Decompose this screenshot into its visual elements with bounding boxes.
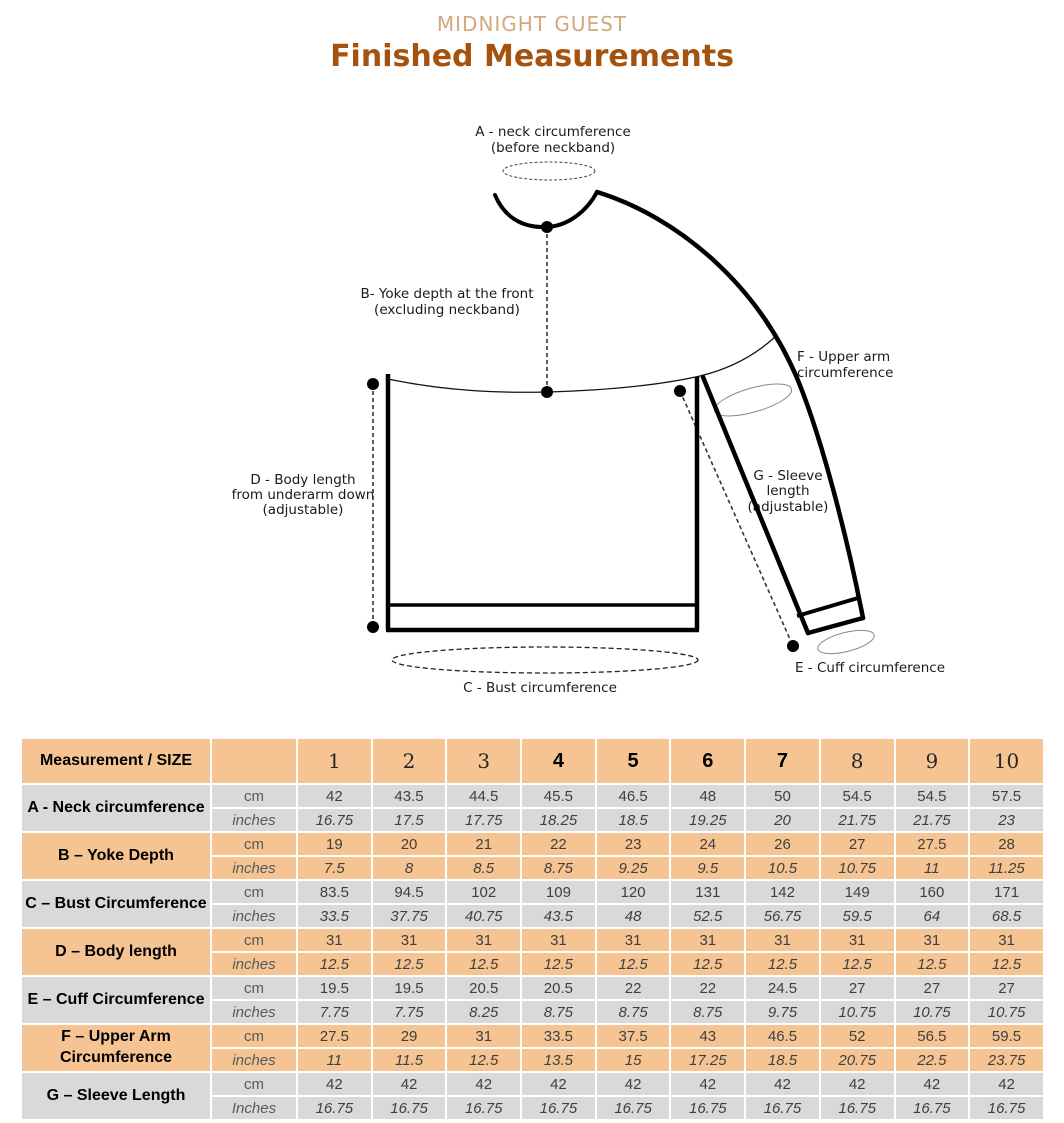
- value-cell: 29: [372, 1024, 447, 1048]
- value-cell: 42: [820, 1072, 895, 1096]
- upperarm-label-2: circumference: [797, 365, 894, 381]
- value-cell: 43: [670, 1024, 745, 1048]
- size-col-header: 10: [969, 738, 1044, 784]
- value-cell: 42: [297, 1072, 372, 1096]
- value-cell: 11.25: [969, 856, 1044, 880]
- corner-header-cell: Measurement / SIZE: [21, 738, 211, 784]
- value-cell: 160: [895, 880, 970, 904]
- value-cell: 13.5: [521, 1048, 596, 1072]
- measure-dot: [787, 640, 799, 652]
- neck-label-2: (before neckband): [490, 140, 616, 156]
- measure-dot: [367, 621, 379, 633]
- size-col-header: 4: [521, 738, 596, 784]
- value-cell: 42: [297, 784, 372, 808]
- cuff-label: E - Cuff circumference: [794, 660, 946, 676]
- measurement-label: G – Sleeve Length: [21, 1072, 211, 1120]
- pattern-name: MIDNIGHT GUEST: [436, 12, 628, 36]
- value-cell: 19.5: [372, 976, 447, 1000]
- cuff-band-line: [797, 598, 858, 616]
- value-cell: 24: [670, 832, 745, 856]
- value-cell: 94.5: [372, 880, 447, 904]
- upperarm-label: F - Upper arm: [797, 349, 891, 365]
- measure-dot: [541, 386, 553, 398]
- measurement-label: B – Yoke Depth: [21, 832, 211, 880]
- value-cell: 17.75: [446, 808, 521, 832]
- measure-dot: [367, 378, 379, 390]
- measurement-row-cm: [21, 976, 1044, 1000]
- value-cell: 21.75: [820, 808, 895, 832]
- unit-label-cm: cm: [211, 880, 297, 904]
- value-cell: 42: [372, 1072, 447, 1096]
- value-cell: 16.75: [820, 1096, 895, 1120]
- measurement-row-cm: [21, 1024, 1044, 1048]
- value-cell: 37.5: [596, 1024, 671, 1048]
- neck-circumference-ellipse: [503, 162, 595, 180]
- unit-label-cm: cm: [211, 784, 297, 808]
- measure-dot: [674, 385, 686, 397]
- value-cell: 22.5: [895, 1048, 970, 1072]
- measurement-label: E – Cuff Circumference: [21, 976, 211, 1024]
- unit-label-inches: Inches: [211, 1096, 297, 1120]
- value-cell: 171: [969, 880, 1044, 904]
- value-cell: 10.75: [820, 1000, 895, 1024]
- value-cell: 22: [521, 832, 596, 856]
- unit-label-inches: inches: [211, 952, 297, 976]
- value-cell: 17.5: [372, 808, 447, 832]
- value-cell: 16.75: [596, 1096, 671, 1120]
- value-cell: 27.5: [297, 1024, 372, 1048]
- bust-circumference-ellipse: [392, 647, 698, 673]
- value-cell: 19: [297, 832, 372, 856]
- value-cell: 28: [969, 832, 1044, 856]
- value-cell: 31: [895, 928, 970, 952]
- value-cell: 31: [969, 928, 1044, 952]
- value-cell: 26: [745, 832, 820, 856]
- value-cell: 45.5: [521, 784, 596, 808]
- value-cell: 8.75: [596, 1000, 671, 1024]
- unit-label-inches: inches: [211, 1000, 297, 1024]
- unit-header-cell: [211, 738, 297, 784]
- size-header-row: [21, 738, 1044, 784]
- value-cell: 12.5: [820, 952, 895, 976]
- unit-label-cm: cm: [211, 976, 297, 1000]
- value-cell: 40.75: [446, 904, 521, 928]
- value-cell: 31: [446, 1024, 521, 1048]
- value-cell: 20: [745, 808, 820, 832]
- value-cell: 12.5: [670, 952, 745, 976]
- value-cell: 56.75: [745, 904, 820, 928]
- size-col-header: 7: [745, 738, 820, 784]
- value-cell: 31: [820, 928, 895, 952]
- value-cell: 23.75: [969, 1048, 1044, 1072]
- sleeve-length-label-3: (adjustable): [747, 499, 829, 515]
- value-cell: 59.5: [969, 1024, 1044, 1048]
- value-cell: 42: [446, 1072, 521, 1096]
- unit-label-inches: inches: [211, 808, 297, 832]
- value-cell: 16.75: [745, 1096, 820, 1120]
- value-cell: 8.25: [446, 1000, 521, 1024]
- value-cell: 12.5: [297, 952, 372, 976]
- value-cell: 52: [820, 1024, 895, 1048]
- value-cell: 102: [446, 880, 521, 904]
- value-cell: 33.5: [521, 1024, 596, 1048]
- value-cell: 12.5: [446, 952, 521, 976]
- value-cell: 12.5: [969, 952, 1044, 976]
- body-length-label-3: (adjustable): [262, 502, 344, 518]
- value-cell: 33.5: [297, 904, 372, 928]
- value-cell: 142: [745, 880, 820, 904]
- value-cell: 131: [670, 880, 745, 904]
- value-cell: 16.75: [372, 1096, 447, 1120]
- unit-label-cm: cm: [211, 1024, 297, 1048]
- value-cell: 46.5: [596, 784, 671, 808]
- measurements-table: [20, 737, 1045, 1121]
- value-cell: 59.5: [820, 904, 895, 928]
- value-cell: 20.5: [446, 976, 521, 1000]
- value-cell: 18.5: [596, 808, 671, 832]
- value-cell: 9.5: [670, 856, 745, 880]
- value-cell: 21.75: [895, 808, 970, 832]
- value-cell: 10.75: [820, 856, 895, 880]
- upperarm-circumference-ellipse: [711, 377, 795, 422]
- yoke-label-2: (excluding neckband): [374, 302, 520, 318]
- measurements-table-body: [21, 738, 1044, 1120]
- value-cell: 17.25: [670, 1048, 745, 1072]
- value-cell: 27: [969, 976, 1044, 1000]
- sleeve-outer-edge: [597, 192, 863, 618]
- value-cell: 11.5: [372, 1048, 447, 1072]
- value-cell: 8.5: [446, 856, 521, 880]
- value-cell: 8.75: [521, 1000, 596, 1024]
- value-cell: 42: [596, 1072, 671, 1096]
- value-cell: 12.5: [895, 952, 970, 976]
- value-cell: 16.75: [670, 1096, 745, 1120]
- value-cell: 109: [521, 880, 596, 904]
- value-cell: 12.5: [372, 952, 447, 976]
- value-cell: 54.5: [820, 784, 895, 808]
- value-cell: 20.5: [521, 976, 596, 1000]
- value-cell: 31: [745, 928, 820, 952]
- measurement-label: C – Bust Circumference: [21, 880, 211, 928]
- sleeve-length-label: G - Sleeve: [753, 468, 823, 484]
- value-cell: 16.75: [895, 1096, 970, 1120]
- value-cell: 52.5: [670, 904, 745, 928]
- value-cell: 24.5: [745, 976, 820, 1000]
- value-cell: 42: [969, 1072, 1044, 1096]
- value-cell: 31: [372, 928, 447, 952]
- value-cell: 12.5: [446, 1048, 521, 1072]
- value-cell: 27: [820, 832, 895, 856]
- value-cell: 16.75: [521, 1096, 596, 1120]
- value-cell: 64: [895, 904, 970, 928]
- measurement-label: A - Neck circumference: [21, 784, 211, 832]
- size-col-header: 6: [670, 738, 745, 784]
- value-cell: 23: [969, 808, 1044, 832]
- unit-label-inches: inches: [211, 856, 297, 880]
- measurement-row-cm: [21, 1072, 1044, 1096]
- value-cell: 11: [297, 1048, 372, 1072]
- value-cell: 15: [596, 1048, 671, 1072]
- sweater-schematic: [0, 90, 1064, 735]
- value-cell: 10.75: [969, 1000, 1044, 1024]
- size-col-header: 9: [895, 738, 970, 784]
- value-cell: 42: [895, 1072, 970, 1096]
- neck-label: A - neck circumference: [475, 124, 631, 140]
- value-cell: 22: [670, 976, 745, 1000]
- value-cell: 42: [745, 1072, 820, 1096]
- value-cell: 19.25: [670, 808, 745, 832]
- value-cell: 12.5: [521, 952, 596, 976]
- value-cell: 27: [895, 976, 970, 1000]
- value-cell: 43.5: [372, 784, 447, 808]
- value-cell: 22: [596, 976, 671, 1000]
- unit-label-cm: cm: [211, 1072, 297, 1096]
- value-cell: 20.75: [820, 1048, 895, 1072]
- value-cell: 18.5: [745, 1048, 820, 1072]
- measurement-label: D – Body length: [21, 928, 211, 976]
- value-cell: 48: [670, 784, 745, 808]
- yoke-bottom-curve: [388, 336, 776, 392]
- value-cell: 43.5: [521, 904, 596, 928]
- measure-dot: [541, 221, 553, 233]
- value-cell: 23: [596, 832, 671, 856]
- value-cell: 50: [745, 784, 820, 808]
- value-cell: 48: [596, 904, 671, 928]
- value-cell: 16.75: [297, 1096, 372, 1120]
- value-cell: 31: [596, 928, 671, 952]
- value-cell: 16.75: [446, 1096, 521, 1120]
- value-cell: 7.5: [297, 856, 372, 880]
- unit-label-cm: cm: [211, 832, 297, 856]
- measurement-row-cm: [21, 832, 1044, 856]
- value-cell: 83.5: [297, 880, 372, 904]
- value-cell: 31: [297, 928, 372, 952]
- value-cell: 18.25: [521, 808, 596, 832]
- value-cell: 16.75: [969, 1096, 1044, 1120]
- value-cell: 16.75: [297, 808, 372, 832]
- value-cell: 27: [820, 976, 895, 1000]
- value-cell: 42: [670, 1072, 745, 1096]
- size-col-header: 5: [596, 738, 671, 784]
- size-col-header: 3: [446, 738, 521, 784]
- bust-label: C - Bust circumference: [463, 680, 617, 696]
- value-cell: 8.75: [670, 1000, 745, 1024]
- size-col-header: 8: [820, 738, 895, 784]
- value-cell: 7.75: [297, 1000, 372, 1024]
- measurement-row-cm: [21, 928, 1044, 952]
- measurement-row-cm: [21, 784, 1044, 808]
- page-header: [0, 12, 1064, 74]
- measurement-label: F – Upper Arm Circumference: [21, 1024, 211, 1072]
- value-cell: 149: [820, 880, 895, 904]
- value-cell: 31: [670, 928, 745, 952]
- value-cell: 9.75: [745, 1000, 820, 1024]
- value-cell: 37.75: [372, 904, 447, 928]
- value-cell: 46.5: [745, 1024, 820, 1048]
- unit-label-cm: cm: [211, 928, 297, 952]
- value-cell: 27.5: [895, 832, 970, 856]
- value-cell: 21: [446, 832, 521, 856]
- value-cell: 12.5: [596, 952, 671, 976]
- value-cell: 10.5: [745, 856, 820, 880]
- value-cell: 57.5: [969, 784, 1044, 808]
- value-cell: 11: [895, 856, 970, 880]
- value-cell: 44.5: [446, 784, 521, 808]
- value-cell: 9.25: [596, 856, 671, 880]
- size-col-header: 2: [372, 738, 447, 784]
- value-cell: 8: [372, 856, 447, 880]
- value-cell: 120: [596, 880, 671, 904]
- yoke-label: B- Yoke depth at the front: [360, 286, 534, 302]
- unit-label-inches: inches: [211, 904, 297, 928]
- page-title: Finished Measurements: [330, 39, 734, 74]
- value-cell: 31: [521, 928, 596, 952]
- sleeve-length-label-2: length: [766, 483, 810, 499]
- value-cell: 56.5: [895, 1024, 970, 1048]
- value-cell: 19.5: [297, 976, 372, 1000]
- size-col-header: 1: [297, 738, 372, 784]
- value-cell: 68.5: [969, 904, 1044, 928]
- value-cell: 42: [521, 1072, 596, 1096]
- value-cell: 10.75: [895, 1000, 970, 1024]
- body-length-label-2: from underarm down: [231, 487, 375, 503]
- measurement-row-cm: [21, 880, 1044, 904]
- value-cell: 12.5: [745, 952, 820, 976]
- value-cell: 7.75: [372, 1000, 447, 1024]
- value-cell: 8.75: [521, 856, 596, 880]
- unit-label-inches: inches: [211, 1048, 297, 1072]
- body-length-label: D - Body length: [250, 472, 356, 488]
- value-cell: 54.5: [895, 784, 970, 808]
- value-cell: 20: [372, 832, 447, 856]
- value-cell: 31: [446, 928, 521, 952]
